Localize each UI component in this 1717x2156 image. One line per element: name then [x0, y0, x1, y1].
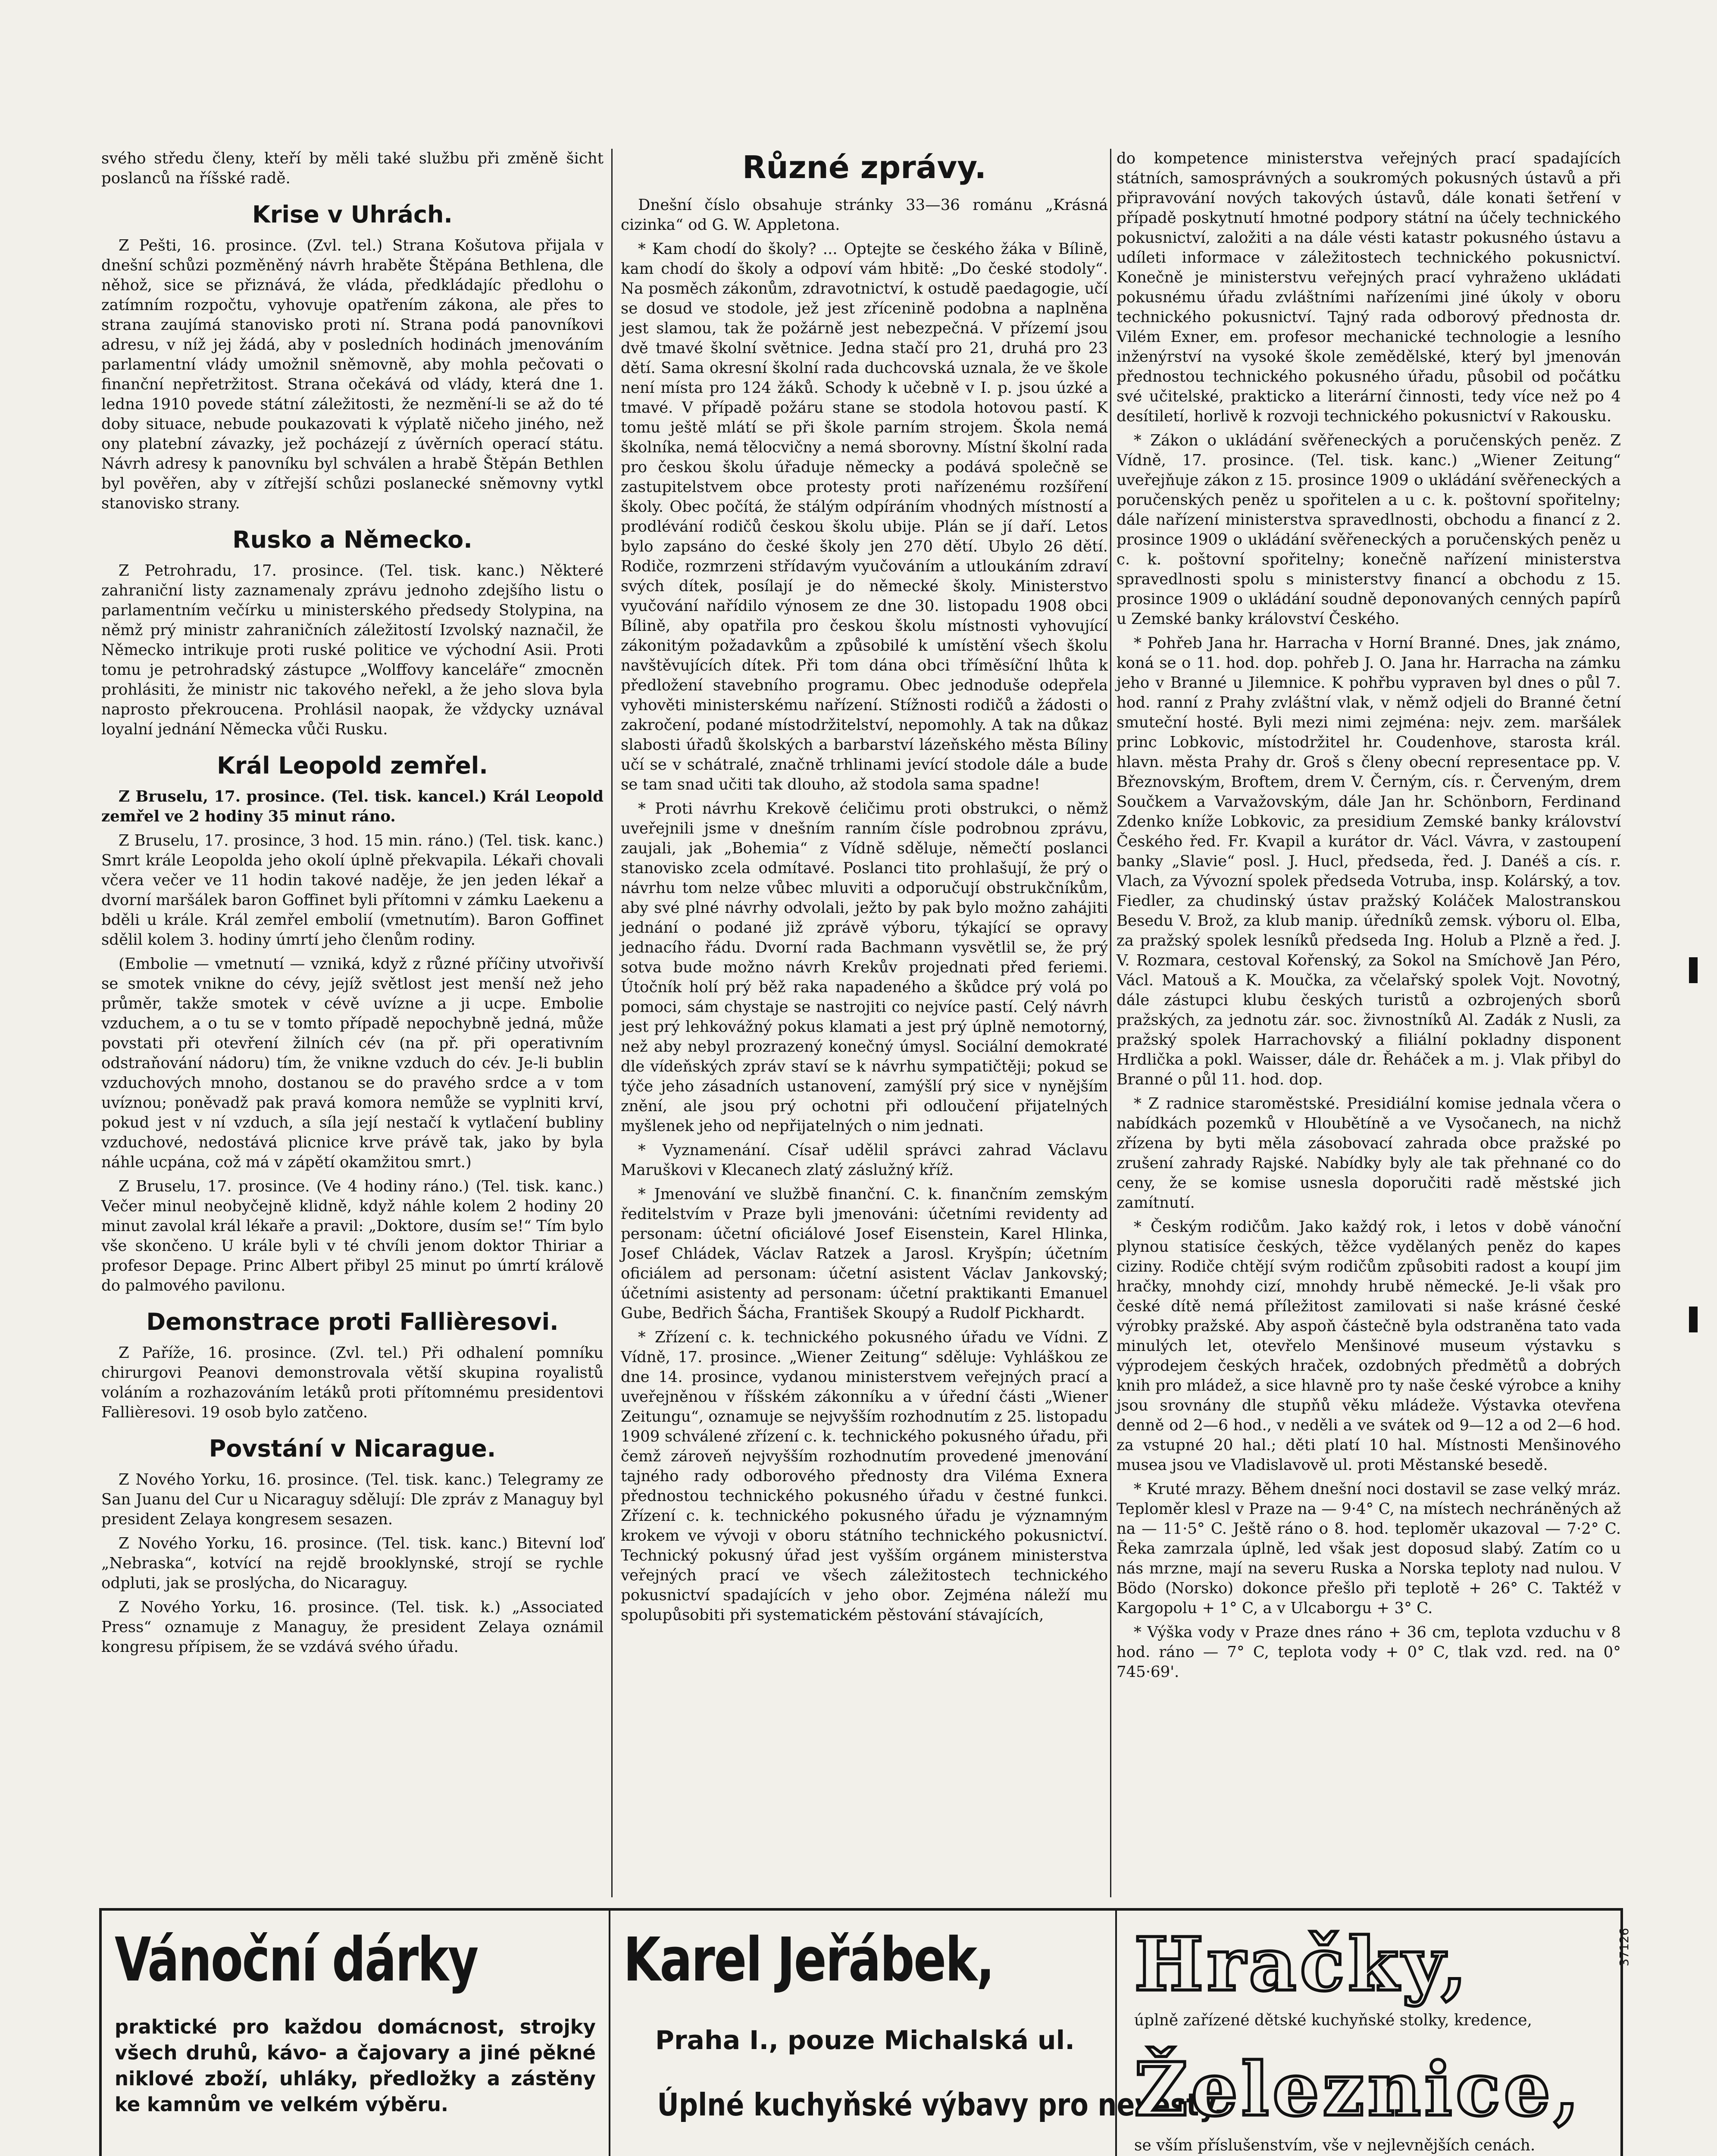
article-paragraph: * Z radnice staroměstské. Presidiální komise jednala včera o nabídkách pozemků v Hloubětíně a ve Vysočanech, na nichž zřízena by byti měla zásobovací zahrada obce pražské po zrušení zahrady Rajské. Nabídky byly ale tak přehnané co do ceny, že se komise usnesla doporučiti radě městské jich zamítnutí. [1117, 1095, 1621, 1212]
article-paragraph: * Proti návrhu Krekově ćeličimu proti obstrukci, o němž uveřejnili jsme v dnešním ranním čísle podrobnou zprávu, zaujali, jak „Bohemia“ z Vídně sděluje, němečtí poslanci stanovisko zcela odmítavé. Poslanci tito prohlašují, že prý o návrhu tom nelze vůbec mluviti a odporučují obstrukčníkům, aby své plné návrhy odvolali, ježto by pak bylo možno zahájiti jednání o podané již zprávě výboru, týkající se opravy jednacího řádu. Dvorní rada Bachmann vysvětlil se, že prý sotva bude možno návrh Krekův projednati před feriemi. Útočník holí prý běž raka napadeného a škůdce prý volá po pomoci, sám chystaje se nastrojiti co nejvíce pastí. Celý návrh jest prý lehkovážný pokus klamati a jest prý úplně nemotorný, než aby nebyl prozrazený konečný úmysl. Sociální demokraté dle vídeňských zpráv staví se k návrhu sympatičtěji; pokud se týče jeho zásadních ustanovení, zamýšlí prý sice v nynějším znění, ale jsou prý ochotni při odloučení přijatelných myšlenek jeho od nepřijatelných o nim jednati. [621, 800, 1108, 1135]
margin-mark [1689, 1307, 1698, 1332]
advertisement-banner [99, 1908, 1631, 2156]
ad-text: úplně zařízené dětské kuchyňské stolky, kredence, [1134, 2012, 1532, 2029]
article-paragraph: do kompetence ministerstva veřejných prací spadajících státních, samosprávných a soukromých pokusných ústavů a při připravování nových takových ústavů, dále konati šetření v případě poskytnutí hmotné podpory státní na účely technického pokusnictví, založiti a na dále vésti katastr pokusného ústavu a udíleti informace v záležitostech technického pokusnictví. Konečně je ministerstvu veřejných prací vyhraženo ukládati pokusnému úřadu zvláštními nařízeními jiné úkoly v oboru technického pokusnictví. Tajný rada odborový přednosta dr. Vilém Exner, em. profesor mechanické technologie a lesního inženýrství na vysoké škole zemědělské, který byl jmenován přednostou technického pokusného úřadu, působil od počátku své učitelské, prakticko a literární činnosti, tedy více než po 4 desítiletí, horlivě k rozvoji technického pokusnictví v Rakousku. [1117, 150, 1621, 425]
column-left [101, 149, 604, 1897]
article-paragraph: * Zákon o ukládání svěřeneckých a poručenských peněz. Z Vídně, 17. prosince. (Tel. tisk. kanc.) „Wiener Zeitung“ uveřejňuje zákon z 15. prosince 1909 o ukládání svěřeneckých a poručenských peněz u spořitelen a u c. k. poštovní spořitelny; dále nařízení ministerstva spravedlnosti, obchodu a financí z 2. prosince 1909 o ukládání svěřeneckých a poručenských peněz u c. k. poštovní spořitelny; konečně nařízení ministerstva spravedlnosti spolu s ministerstvy financí a obchodu z 15. prosince 1909 o ukládání soudně deponovaných cenných papírů u Zemské banky království Českého. [1117, 432, 1621, 628]
column-rule-right [1110, 149, 1111, 1897]
ad-hracky-zeleznice [1117, 1911, 1631, 2156]
article-paragraph: * Vyznamenání. Císař udělil správci zahrad Václavu Maruškovi v Klecanech zlatý záslužný kříž. [621, 1141, 1108, 1179]
article-paragraph: Z Nového Yorku, 16. prosince. (Tel. tisk. kanc.) Telegramy ze San Juanu del Cur u Nicaraguy sdělují: Dle zpráv z Managuy byl president Zelaya kongresem sesazen. [101, 1471, 604, 1528]
headline-rusko-a-nemecko: Rusko a Německo. [232, 526, 472, 553]
ad-karel-jerabek [610, 1911, 1224, 2156]
article-paragraph: Z Nového Yorku, 16. prosince. (Tel. tisk. k.) „Associated Press“ oznamuje z Managuy, že president Zelaya oznámil kongresu přípisem, že se vzdává svého úřadu. [101, 1598, 604, 1656]
article-paragraph: Z Bruselu, 17. prosince, 3 hod. 15 min. ráno.) (Tel. tisk. kanc.) Smrt krále Leopolda jeho okolí úplně překvapila. Lékaři chovali včera večer ve 11 hodin takové naděje, že jen jeden lékař a dvorní maršálek baron Goffinet byli přítomni v zámku Laekenu a bděli u krále. Král zemřel embolií (vmetnutím). Baron Goffinet sdělil kolem 3. hodiny úmrtí jeho členům rodiny. [101, 832, 604, 949]
article-paragraph: * Kam chodí do školy? ... Optejte se českého žáka v Bílině, kam chodí do školy a odpoví vám hbitě: „Do české stodoly“. Na posměch zákonům, zdravotnictví, k ostudě paedagogie, učí se dosud ve stodole, jež jest zřícenině podobna a naplněna jest slamou, tak že požárně jest nebezpečná. V přízemí jsou dvě tmavé školní světnice. Jedna stačí pro 21, druhá pro 23 dětí. Sama okresní školní rada duchcovská uznala, že ve škole není místa pro 124 žáků. Schody k učebně v I. p. jsou úzké a tmavé. V případě požáru stane se stodola hotovou pastí. K tomu ještě mlátí se při škole parním strojem. Škola nemá školníka, nemá tělocvičny a nemá sborovny. Místní školní rada pro českou školu úřaduje německy a podává společně se zastupitelstvem obce protesty proti nařízenému rozšíření školy. Obec počítá, že stálým odpíráním vhodných místností a prodlévání rodičů českou školu ubije. Plán se jí daří. Letos bylo zapsáno do české školy jen 270 dětí. Ubylo 26 dětí. Rodiče, rozmrzeni střídavým vyučováním a utloukáním zdraví svých dítek, posílají je do německé školy. Ministerstvo vyučování nařídilo výnosem ze dne 30. listopadu 1908 obci Bílině, aby opatřila pro českou školu místnosti vyhovující zákonitým požadavkům a způsobilé k umístění všech školu navštěvujících dítek. Při tom dána obci tříměsíční lhůta k předložení stavebního programu. Obec jednoduše odepřela vyhověti ministerskému nařízení. Stížnosti rodičů a žádosti o zakročení, podané místodržitelství, nepomohly. A tak na důkaz slabosti úřadů školských a barbarství lázeňského města Bíliny učí se v schátralé, značně trhlinami jevící stodole dále a bude se tam snad učiti tak dlouho, až stodola sama spadne! [621, 240, 1108, 793]
ad-title: Hračky, [1134, 1921, 1470, 2008]
ad-slogan: Úplné kuchyňské výbavy pro nevěsty. [657, 2087, 1224, 2123]
article-paragraph: * Výška vody v Praze dnes ráno + 36 cm, teplota vzduchu v 8 hod. ráno — 7° C, teplota vody + 0° C, tlak vzd. red. na 0° 745·69'. [1117, 1623, 1621, 1681]
article-paragraph: Z Bruselu, 17. prosince. (Tel. tisk. kancel.) Král Leopold zemřel ve 2 hodiny 35 minut ráno. [101, 788, 604, 825]
section-title-ruzne-zpravy: Různé zprávy. [742, 149, 986, 185]
article-paragraph: * Zřízení c. k. technického pokusného úřadu ve Vídni. Z Vídně, 17. prosince. „Wiener Zeitung“ sděluje: Vyhláškou ze dne 14. prosince, vydanou ministerstvem veřejných prací a uveřejněnou v říšském zákonníku a v úřední části „Wiener Zeitungu“, oznamuje se nejvyšším rozhodnutím z 25. listopadu 1909 schválené zřízení c. k. technického pokusného úřadu, při čemž zároveň nejvyšším rozhodnutím provedené jmenování tajného rady odborového přednosty dra Viléma Exnera přednostou technického pokusného úřadu v čestné funkci. Zřízení c. k. technického pokusného úřadu je významným krokem ve vývoji v oboru státního technického pokusnictví. Technický pokusný úřad jest vyšším orgánem ministerstva veřejných prací ve všech záležitostech technického pokusnictví spadajících v jeho obor. Zejména náleží mu spolupůsobiti při systematickém pěstování stávajících, [621, 1329, 1108, 1624]
ad-vanocni-darky [102, 1911, 610, 2156]
ad-text: praktické pro každou domácnost, strojky všech druhů, kávo- a čajovary a jiné pěkné niklové zboží, uhláky, předložky a zástěny ke kamnům ve velkém výběru. [115, 2015, 596, 2116]
ad-title: Vánoční dárky [115, 1925, 478, 1995]
continuation-paragraph: svého středu členy, kteří by měli také službu při změně šicht poslanců na říšské radě. [101, 150, 604, 187]
ad-code: 37126 [1617, 1928, 1631, 1967]
article-paragraph: Z Paříže, 16. prosince. (Zvl. tel.) Při odhalení pomníku chirurgovi Peanovi demonstrovala větší skupina royalistů voláním a rozhazováním letáků proti přítomnému presidentovi Fallièresovi. 19 osob bylo zatčeno. [101, 1344, 604, 1421]
article-paragraph: Z Pešti, 16. prosince. (Zvl. tel.) Strana Košutova přijala v dnešní schůzi pozměněný návrh hraběte Štěpána Bethlena, dle něhož, sice se přiznává, že vláda, předkládajíc předlohu o zatímním rozpočtu, vyhovuje opatřením zákona, ale přes to strana zaujímá stanovisko proti ní. Strana podá panovníkovi adresu, v níž jej žádá, aby v posledních hodinách jmenováním parlamentní vlády umožnil sněmovně, aby mohla pečovati o finanční nepřetržitost. Strana očekává od vlády, která dne 1. ledna 1910 povede státní záležitosti, že nezmění-li se až do té doby situace, nebude poukazovati k výplatě ničeho jiného, než ony platební závazky, jež pocházejí z úvěrních operací státu. Návrh adresy k panovníku byl schválen a hrabě Štěpán Bethlen byl pověřen, aby v zítřejší schůzi poslanecké sněmovny vytkl stanovisko strany. [101, 237, 604, 512]
margin-mark [1689, 957, 1698, 983]
headline-demonstrace: Demonstrace proti Fallièresovi. [146, 1308, 559, 1335]
headline-krise-v-uhrach: Krise v Uhrách. [252, 201, 453, 228]
article-paragraph: (Embolie — vmetnutí — vzniká, když z různé příčiny utvořivší se smotek vnikne do cévy, jejíž světlost jest menší než jeho průměr, takže smotek v cévě uvízne a ji ucpe. Embolie vzduchem, a o tu se v tomto případě nepochybně jedná, může povstati při otevření žilních cév (na př. při operativním odstraňování nádoru) tím, že vnikne vzduch do cév. Je-li bublin vzduchových mnoho, dostanou se do pravého srdce a v tom uvíznou; poněvadž pak pravá komora nemůže se vyplniti krví, pokud jest v ní vzduch, a síla její nestačí k vytlačení bubliny vzduchové, nedostává plicnice krve právě tak, jako by byla náhle ucpána, což má v zápětí okamžitou smrt.) [101, 955, 604, 1171]
column-rule-left [611, 149, 613, 1897]
column-right [1117, 149, 1621, 1897]
article-paragraph: Z Nového Yorku, 16. prosince. (Tel. tisk. kanc.) Bitevní loď „Nebraska“, kotvící na rejdě brooklynské, strojí se rychle odpluti, jak se proslýcha, do Nicaraguy. [101, 1535, 604, 1592]
ad-title: Karel Jeřábek, [623, 1925, 994, 1995]
headline-povstani-nicaragua: Povstání v Nicarague. [209, 1435, 496, 1462]
article-paragraph: * Jmenování ve službě finanční. C. k. finančním zemským ředitelstvím v Praze byli jmenováni: účetními revidenty ad personam: účetní oficiálové Josef Eisenstein, Karel Hlinka, Josef Chládek, Václav Ratzek a Jarosl. Kryšpín; účetním oficiálem ad personam: účetní asistent Václav Jankovský; účetními asistenty ad personam: účetní praktikanti Emanuel Gube, Bedřich Šácha, František Skoupý a Rudolf Pickhardt. [621, 1185, 1108, 1322]
headline-kral-leopold: Král Leopold zemřel. [217, 752, 488, 779]
column-middle [621, 149, 1108, 1897]
article-paragraph: Z Bruselu, 17. prosince. (Ve 4 hodiny ráno.) (Tel. tisk. kanc.) Večer minul neobyčejně klidně, když náhle kolem 2 hodiny 20 minut zavolal král lékaře a pravil: „Doktore, dusím se!“ Tím bylo vše skončeno. U krále byli v té chvíli jenom doktor Thiriar a profesor Depage. Princ Albert přibyl 25 minut po úmrtí králově do palmového pavilonu. [101, 1178, 604, 1294]
article-paragraph: Z Petrohradu, 17. prosince. (Tel. tisk. kanc.) Některé zahraniční listy zaznamenaly zprávu jednoho zdejšího listu o parlamentním večírku u ministerského předsedy Stolypina, na němž prý ministr zahraničních záležitostí Izvolský naznačil, že Německo intrikuje proti ruské politice ve východní Asii. Proti tomu je petrohradský zástupce „Wolffovy kanceláře“ zmocněn prohlásiti, že ministr nic takového neřekl, a že jeho slova byla naprosto překroucena. Prohlásil naopak, že vždycky uznával loyalní jednání Německa vůči Rusku. [101, 562, 604, 738]
article-paragraph: * Pohřeb Jana hr. Harracha v Horní Branné. Dnes, jak známo, koná se o 11. hod. dop. pohřeb J. O. Jana hr. Harracha na zámku jeho v Branné u Jilemnice. K pohřbu vypraven byl dnes o půl 7. hod. ranní z Prahy zvláštní vlak, v němž odjeli do Branné četní smuteční hosté. Byli mezi nimi zejména: nejv. zem. maršálek princ Lobkovic, místodržitel hr. Coudenhove, starosta král. hlavn. města Prahy dr. Groš s členy obecní representace pp. V. Březnovským, Broftem, drem V. Černým, cís. r. Červeným, drem Součkem a Varvažovským, dále Jan hr. Schönborn, Ferdinand Zdenko kníže Lobkovic, za presidium Zemské banky království Českého řed. Fr. Kvapil a kurátor dr. Václ. Vávra, v zastoupení banky „Slavie“ posl. J. Hucl, předseda, řed. J. Danéš a cís. r. Vlach, za Vývozní spolek předseda Votruba, insp. Kolárský, a tov. Fiedler, za chudinský ústav pražský Koláček Malostranskou Besedu V. Brož, za klub manip. úředníků zemsk. výboru ol. Elba, za pražský spolek lesníků předseda Ing. Holub a Plzně a řed. J. V. Rozmara, cestoval Kořenský, za Sokol na Smíchově Jan Péro, Václ. Matouš a K. Moučka, za včelařský spolek Vojt. Novotný, dále zástupci klubu českých turistů a ozbrojených sborů pražských, za jednotu zár. soc. živnostníků Al. Zadák z Nusli, za pražský spolek Harrachovský a filiální pokladny disponent Hrdlička a pokl. Waisser, dále dr. Řeháček a m. j. Vlak přibyl do Branné o půl 11. hod. dop. [1117, 634, 1621, 1088]
article-paragraph: Dnešní číslo obsahuje stránky 33—36 románu „Krásná cizinka“ od G. W. Appletona. [621, 196, 1108, 234]
ad-title: Železnice, [1134, 2046, 1583, 2133]
article-paragraph: * Českým rodičům. Jako každý rok, i letos v době vánoční plynou statisíce českých, těžce vydělaných peněz do kapes ciziny. Rodiče chtějí svým rodičům způsobiti radost a koupí jim hračky, mnohdy cizí, mnohdy hrubě německé. Je-li však pro české dítě nemá příležitost zamilovati si naše krásné české výrobky pražské. Aby aspoň částečně byla odstraněna tato vada minulých let, otevřelo Menšinové museum výstavku s výprodejem českých hraček, ozdobných předmětů a dobrých knih pro mládež, a sice hlavně pro ty naše české výrobce a knihy jsou srovnány dle stupňů věku mládeže. Výstavka otevřena denně od 2—6 hod., v neděli a ve svátek od 9—12 a od 2—6 hod. za vstupné 20 hal.; děti platí 10 hal. Místnosti Menšinového musea jsou ve Vladislavově ul. proti Městanské besedě. [1117, 1218, 1621, 1474]
ad-address: Praha I., pouze Michalská ul. [655, 2025, 1075, 2056]
ad-text: se vším příslušenstvím, vše v nejlevnějších cenách. [1134, 2137, 1536, 2154]
article-paragraph: * Kruté mrazy. Během dnešní noci dostavil se zase velký mráz. Teploměr klesl v Praze na — 9·4° C, na místech nechráněných až na — 11·5° C. Ještě ráno o 8. hod. teploměr ukazoval — 7·2° C. Řeka zamrzala úplně, led však jest doposud slabý. Zatím co u nás mrzne, mají na severu Ruska a Norska teploty nad nulou. V Bödo (Norsko) dokonce přešlo při teplotě + 26° C. Taktéž v Kargopolu + 1° C, a v Ulcaborgu + 3° C. [1117, 1480, 1621, 1617]
